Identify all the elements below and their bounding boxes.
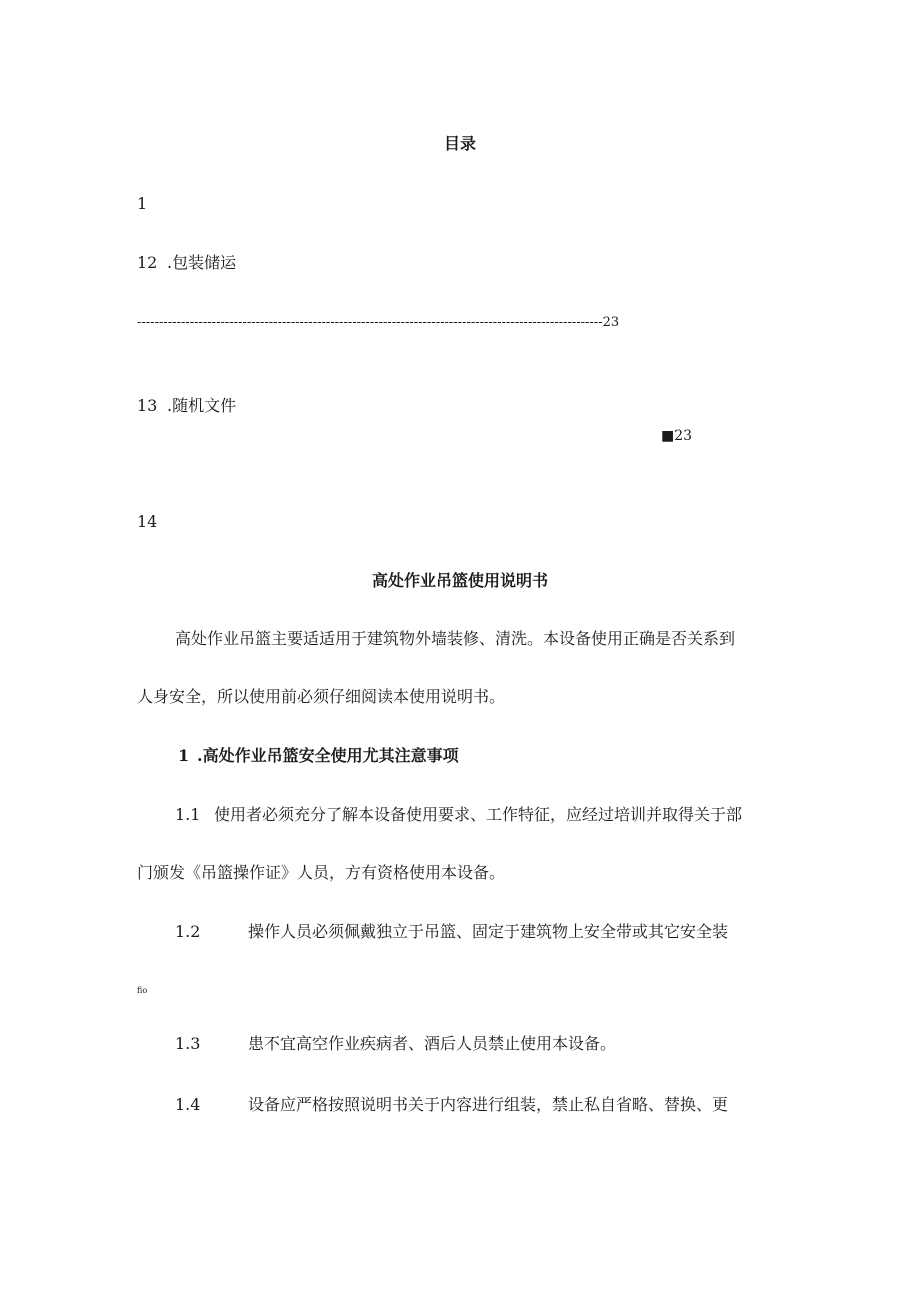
item-1-4-line-1: 设备应严格按照说明书关于内容进行组装，禁止私自省略、替换、更 (248, 1095, 729, 1114)
manual-title: 高处作业吊篮使用说明书 (371, 571, 548, 590)
toc-item-13-number: 13 (137, 396, 158, 415)
item-1-1-line-1: 使用者必须充分了解本设备使用要求、工作特征，应经过培训并取得关于部 (214, 805, 743, 824)
toc-item-12-label: .包装储运 (167, 253, 237, 272)
item-1-2-line-1: 操作人员必须佩戴独立于吊篮、固定于建筑物上安全带或其它安全装 (248, 922, 729, 941)
item-1-3-line-1: 患不宜高空作业疾病者、酒后人员禁止使用本设备。 (248, 1034, 617, 1053)
item-1-2-number: 1.2 (175, 922, 201, 941)
section-1-title: .高处作业吊篮安全使用尤其注意事项 (197, 746, 459, 765)
toc-title: 目录 (443, 134, 476, 153)
section-1-number: 1 (178, 746, 190, 765)
toc-item-13-label: .随机文件 (167, 396, 237, 415)
intro-paragraph-line-2: 人身安全，所以使用前必须仔细阅读本使用说明书。 (137, 687, 506, 706)
toc-line-1: 1 (137, 194, 148, 213)
toc-item-13-page: ■23 (661, 428, 693, 444)
intro-paragraph-line-1: 高处作业吊篮主要适适用于建筑物外墙装修、清洗。本设备使用正确是否关系到 (175, 629, 736, 648)
item-1-1-line-2: 门颁发《吊篮操作证》人员，方有资格使用本设备。 (137, 863, 506, 882)
toc-item-12-leader: ----------------------------------------------------------------------------------------------------------23 (137, 315, 620, 330)
toc-line-14: 14 (137, 512, 158, 531)
item-1-4-number: 1.4 (175, 1095, 201, 1114)
toc-item-12-number: 12 (137, 253, 158, 272)
item-1-2-line-2: fio (137, 986, 148, 995)
item-1-1-number: 1.1 (175, 805, 201, 824)
item-1-3-number: 1.3 (175, 1034, 201, 1053)
